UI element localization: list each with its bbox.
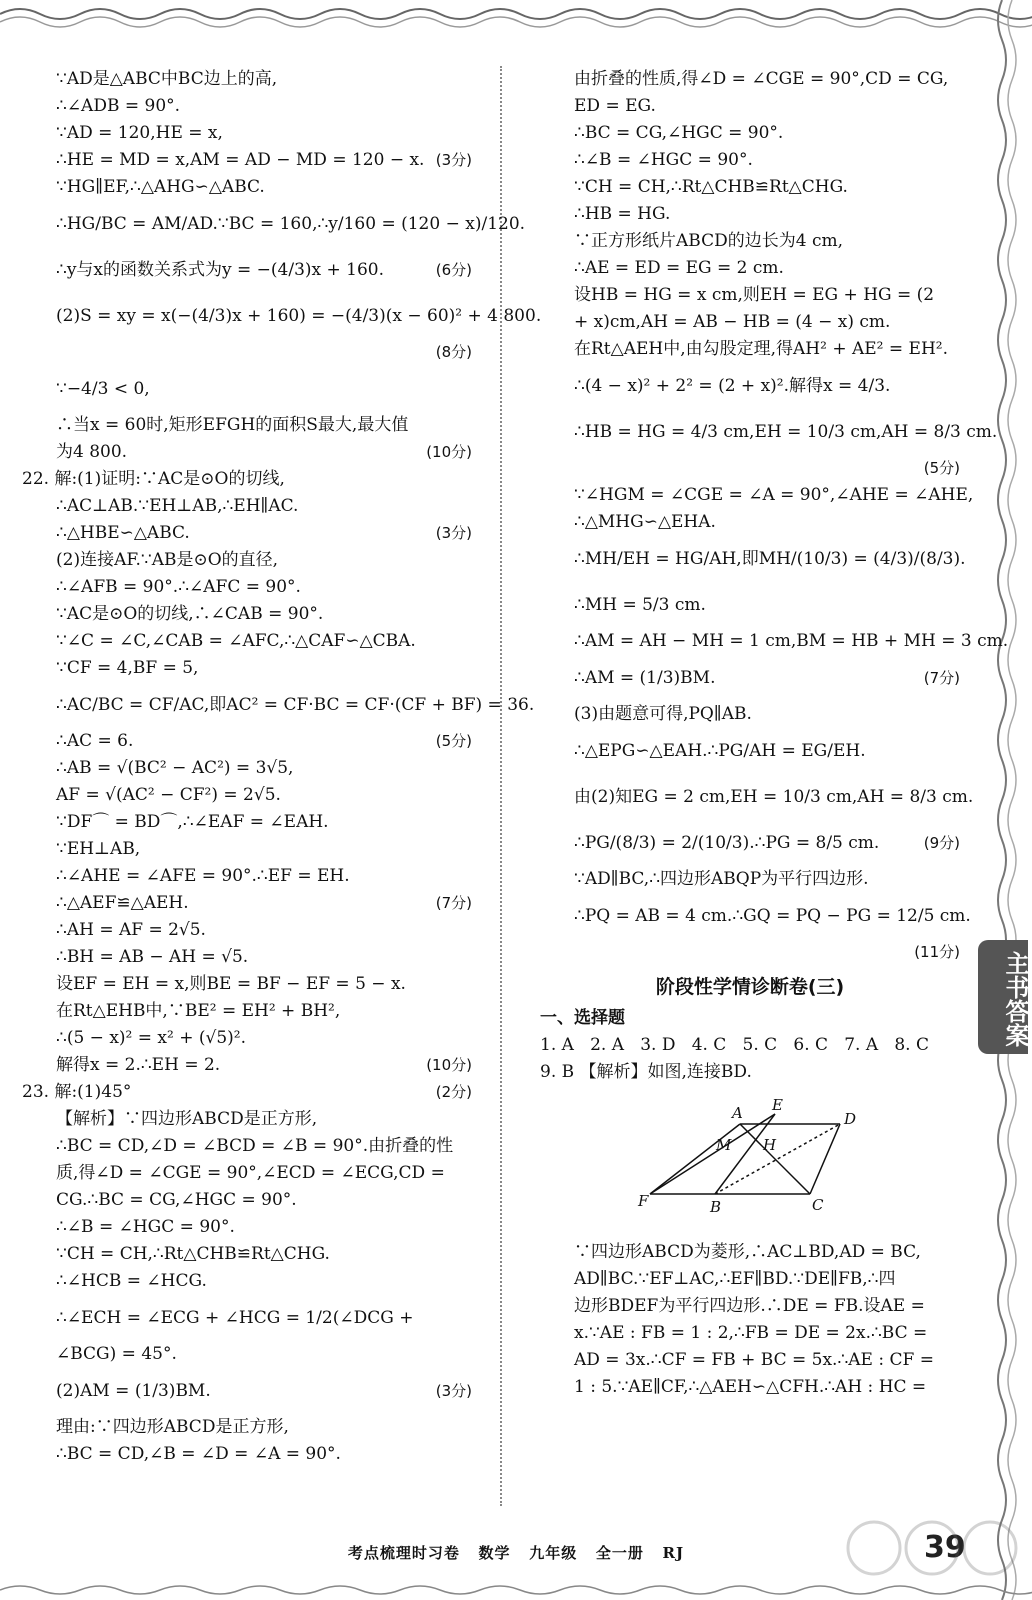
label-e: E [772, 1096, 783, 1114]
text-line [540, 147, 960, 174]
text-line [540, 255, 960, 282]
text-line [22, 120, 472, 147]
line-text: ∴PQ = AB = 4 cm.∴GQ = PQ − PG = 12/5 cm. [574, 905, 971, 926]
line-text: ∴AE = ED = EG = 2 cm. [574, 258, 784, 278]
text-line [540, 655, 960, 701]
text-line [22, 682, 535, 728]
text-line [540, 820, 960, 866]
line-text: ∴△EPG∽△EAH.∴PG/AH = EG/EH. [574, 740, 866, 761]
line-text: ∴BC = CD,∠D = ∠BCD = ∠B = 90°.由折叠的性 [56, 1136, 454, 1156]
text-line [22, 1025, 472, 1052]
answer-line: 1. A 2. A 3. D 4. C 5. C 6. C 7. A 8. C [540, 1035, 929, 1055]
text-line [22, 917, 472, 944]
line-text: ∵CH = CH,∴Rt△CHB≌Rt△CHG. [56, 1244, 330, 1264]
text-line [540, 482, 974, 509]
line-text: ∴AC/BC = CF/AC,即AC² = CF·BC = CF·(CF + BF) = 36. [56, 694, 535, 715]
text-line [22, 1160, 472, 1187]
line-text: ∴HG/BC = AM/AD.∵BC = 160,∴y/160 = (120 − x)/120. [56, 213, 526, 234]
right-column [540, 66, 1009, 1401]
figure-line [650, 1124, 740, 1194]
line-text: ∴AH = AF = 2√5. [56, 920, 206, 940]
text-line [540, 93, 960, 120]
side-tab: 主书答案 [978, 940, 1028, 1054]
score-mark: (2分) [435, 1083, 472, 1101]
score-mark: (9分) [923, 833, 960, 852]
text-line [22, 601, 472, 628]
line-text: + x)cm,AH = AB − HB = (4 − x) cm. [574, 312, 891, 332]
line-text: ∴PG/(8/3) = 2/(10/3).∴PG = 8/5 cm. [574, 832, 880, 853]
section-heading: 一、选择题 [540, 1008, 625, 1028]
line-text: ∵正方形纸片ABCD的边长为4 cm, [574, 231, 843, 251]
text-line [540, 228, 960, 255]
line-text: ∴MH = 5/3 cm. [574, 594, 706, 615]
line-text: 23. 解:(1)45° [22, 1082, 132, 1102]
figure-line [740, 1124, 810, 1194]
line-text: ∠BCG) = 45°. [56, 1344, 177, 1364]
line-text: ∴△HBE∽△ABC. [56, 523, 190, 543]
text-line [540, 509, 960, 536]
line-text: ∴(5 − x)² = x² + (√5)². [56, 1028, 246, 1048]
text-line [22, 1106, 472, 1133]
line-text: ∴AM = AH − MH = 1 cm,BM = HB + MH = 3 cm. [574, 631, 1009, 651]
text-line [540, 282, 960, 309]
text-line [540, 1239, 960, 1266]
line-text: ∴∠B = ∠HGC = 90°. [56, 1217, 235, 1237]
text-line [22, 1295, 472, 1341]
line-text: ∵四边形ABCD为菱形,∴AC⊥BD,AD = BC, [574, 1242, 921, 1262]
score-mark: (3分) [435, 151, 472, 169]
line-text: (2)S = xy = x(−(4/3)x + 160) = −(4/3)(x − 60)² + 4 800. [56, 305, 542, 326]
label-f: F [638, 1192, 649, 1210]
line-text: ∵CH = CH,∴Rt△CHB≌Rt△CHG. [574, 177, 848, 197]
score-mark: (6分) [435, 260, 472, 279]
text-line [22, 1441, 472, 1468]
line-text: 在Rt△AEH中,由勾股定理,得AH² + AE² = EH². [574, 339, 948, 359]
line-text: 设EF = EH = x,则BE = BF − EF = 5 − x. [56, 974, 406, 994]
score-mark: (10分) [426, 443, 472, 461]
text-line [22, 366, 472, 412]
line-text: 边形BDEF为平行四边形.∴DE = FB.设AE = [574, 1296, 925, 1316]
decorative-border-right [972, 0, 1032, 1600]
text-line [22, 1368, 472, 1414]
line-text: 在Rt△EHB中,∵BE² = EH² + BH², [56, 1001, 341, 1021]
text-line [540, 866, 960, 893]
text-line [540, 1374, 960, 1401]
score-mark: (5分) [435, 732, 472, 750]
line-text: 1 : 5.∵AE∥CF,∴△AEH∽△CFH.∴AH : HC = [574, 1377, 927, 1397]
line-text: ∵∠HGM = ∠CGE = ∠A = 90°,∠AHE = ∠AHE, [574, 485, 974, 505]
score-mark: (11分) [914, 943, 960, 961]
line-text: 由折叠的性质,得∠D = ∠CGE = 90°,CD = CG, [574, 69, 949, 89]
score-mark: (5分) [923, 459, 960, 477]
score-mark: (8分) [435, 343, 472, 361]
line-text: AD = 3x.∴CF = FB + BC = 5x.∴AE : CF = [574, 1350, 934, 1370]
line-text: ∴HB = HG = 4/3 cm,EH = 10/3 cm,AH = 8/3 cm. [574, 421, 998, 442]
text-line [22, 93, 472, 120]
text-line [22, 439, 472, 466]
text-line [540, 1347, 960, 1374]
line-text: AF = √(AC² − CF²) = 2√5. [56, 785, 281, 805]
text-line [22, 655, 472, 682]
text-line [22, 412, 472, 439]
score-mark: (7分) [923, 668, 960, 687]
line-text: (3)由题意可得,PQ∥AB. [574, 704, 752, 724]
figure-line [650, 1114, 775, 1194]
text-line [540, 174, 960, 201]
score-mark: (3分) [435, 524, 472, 542]
text-line [540, 201, 960, 228]
line-text: ∴HE = MD = x,AM = AD − MD = 120 − x. [56, 150, 425, 170]
line-text: ∴∠AHE = ∠AFE = 90°.∴EF = EH. [56, 866, 350, 886]
text-line [540, 774, 974, 820]
text-line [22, 628, 472, 655]
text-line [22, 466, 472, 493]
column-divider [500, 66, 502, 1506]
text-line [540, 582, 960, 628]
line-text: ∴y与x的函数关系式为y = −(4/3)x + 160. [56, 259, 385, 280]
text-line [22, 247, 472, 293]
text-line [22, 1187, 472, 1214]
answer-line: 9. B 【解析】如图,连接BD. [540, 1062, 752, 1082]
text-line [540, 336, 960, 363]
decorative-border-top [0, 0, 1032, 50]
text-line [22, 1214, 472, 1241]
text-line [22, 998, 472, 1025]
text-line [22, 836, 472, 863]
line-text: ∴MH/EH = HG/AH,即MH/(10/3) = (4/3)/(8/3). [574, 548, 966, 569]
line-text: ∴当x = 60时,矩形EFGH的面积S最大,最大值 [56, 415, 409, 435]
text-line [22, 1241, 472, 1268]
label-h: H [763, 1136, 777, 1154]
line-text: ∴△MHG∽△EHA. [574, 512, 716, 532]
line-text: ∴AM = (1/3)BM. [574, 667, 716, 688]
text-line [22, 782, 472, 809]
line-text: ∵−4/3 < 0, [56, 378, 150, 399]
text-line [540, 701, 960, 728]
text-line [22, 1133, 472, 1160]
text-line [22, 890, 472, 917]
text-line [22, 1052, 472, 1079]
line-text: 理由:∵四边形ABCD是正方形, [56, 1417, 289, 1437]
text-line [22, 201, 526, 247]
line-text: ∴AC⊥AB.∵EH⊥AB,∴EH∥AC. [56, 496, 299, 516]
line-text: ED = EG. [574, 96, 656, 116]
text-line [22, 809, 472, 836]
text-line [540, 728, 960, 774]
text-line [540, 120, 960, 147]
left-column [22, 66, 542, 1468]
text-line [22, 547, 472, 574]
text-line [22, 944, 472, 971]
line-text: ∵DF⌒ = BD⌒,∴∠EAF = ∠EAH. [56, 812, 329, 832]
figure-line [810, 1124, 840, 1194]
line-text: 质,得∠D = ∠CGE = 90°,∠ECD = ∠ECG,CD = [56, 1163, 445, 1183]
text-line [540, 363, 960, 409]
line-text: ∵AD是△ABC中BC边上的高, [56, 69, 278, 89]
text-line [22, 339, 472, 366]
line-text: ∵AD∥BC,∴四边形ABQP为平行四边形. [574, 869, 869, 889]
text-line [22, 1341, 472, 1368]
text-line [22, 493, 472, 520]
label-a: A [732, 1104, 743, 1122]
line-text: 22. 解:(1)证明:∵AC是⊙O的切线, [22, 469, 285, 489]
score-mark: (10分) [426, 1056, 472, 1074]
line-text: 解得x = 2.∴EH = 2. [56, 1055, 221, 1075]
label-d: D [844, 1110, 857, 1128]
rhombus-figure [640, 1094, 880, 1224]
line-text: 【解析】∵四边形ABCD是正方形, [56, 1109, 318, 1129]
line-text: ∵AD = 120,HE = x, [56, 123, 223, 143]
figure-line [715, 1114, 775, 1194]
text-line [22, 66, 472, 93]
score-mark: (3分) [435, 1381, 472, 1400]
text-line [22, 1414, 472, 1441]
text-line [540, 309, 960, 336]
text-line [22, 1268, 472, 1295]
line-text: ∴∠ADB = 90°. [56, 96, 181, 116]
line-text: ∴HB = HG. [574, 204, 671, 224]
label-c: C [812, 1196, 824, 1214]
line-text: ∴BC = CG,∠HGC = 90°. [574, 123, 784, 143]
line-text: ∴(4 − x)² + 2² = (2 + x)².解得x = 4/3. [574, 375, 891, 396]
section-title: 阶段性学情诊断卷(三) [655, 976, 845, 998]
score-mark: (7分) [435, 894, 472, 912]
line-text: 由(2)知EG = 2 cm,EH = 10/3 cm,AH = 8/3 cm. [574, 786, 974, 807]
label-b: B [710, 1198, 722, 1216]
line-text: ∵EH⊥AB, [56, 839, 141, 859]
text-line [540, 893, 971, 939]
line-text: ∴∠HCB = ∠HCG. [56, 1271, 207, 1291]
text-line [22, 755, 472, 782]
text-line [22, 174, 472, 201]
text-line [540, 939, 960, 966]
text-line [22, 1079, 472, 1106]
line-text: ∴BC = CD,∠B = ∠D = ∠A = 90°. [56, 1444, 341, 1464]
line-text: ∵AC是⊙O的切线,∴∠CAB = 90°. [56, 604, 324, 624]
label-m: M [716, 1136, 732, 1154]
watermark-logo [832, 1508, 1028, 1592]
text-line [540, 66, 960, 93]
text-line [540, 455, 960, 482]
line-text: ∵HG∥EF,∴△AHG∽△ABC. [56, 177, 265, 197]
line-text: ∴BH = AB − AH = √5. [56, 947, 249, 967]
text-line [540, 1266, 960, 1293]
line-text: ∵CF = 4,BF = 5, [56, 658, 199, 678]
text-line [22, 863, 472, 890]
text-line [22, 971, 472, 998]
line-text: ∴AB = √(BC² − AC²) = 3√5, [56, 758, 294, 778]
text-line [22, 574, 472, 601]
line-text: ∴△AEF≌△AEH. [56, 893, 189, 913]
line-text: ∵∠C = ∠C,∠CAB = ∠AFC,∴△CAF∽△CBA. [56, 631, 416, 651]
line-text: 为4 800. [56, 442, 128, 462]
text-line [22, 520, 472, 547]
line-text: x.∵AE : FB = 1 : 2,∴FB = DE = 2x.∴BC = [574, 1323, 928, 1343]
text-line [540, 536, 966, 582]
figure-dashed-line [715, 1124, 840, 1194]
line-text: ∴∠AFB = 90°.∴∠AFC = 90°. [56, 577, 301, 597]
text-line [22, 293, 542, 339]
line-text: ∴∠B = ∠HGC = 90°. [574, 150, 753, 170]
text-line [22, 728, 472, 755]
line-text: CG.∴BC = CG,∠HGC = 90°. [56, 1190, 297, 1210]
text-line [540, 409, 998, 455]
text-line [540, 1320, 960, 1347]
line-text: ∴AC = 6. [56, 731, 134, 751]
footer: 考点梳理时习卷 数学 九年级 全一册 RJ [347, 1544, 685, 1562]
line-text: AD∥BC.∵EF⊥AC,∴EF∥BD.∵DE∥FB,∴四 [574, 1269, 896, 1289]
text-line [540, 1293, 960, 1320]
line-text: 设HB = HG = x cm,则EH = EG + HG = (2 [574, 285, 935, 305]
page-number: 39 [924, 1530, 966, 1565]
line-text: ∴∠ECH = ∠ECG + ∠HCG = 1/2(∠DCG + [56, 1307, 414, 1328]
text-line [22, 147, 472, 174]
line-text: (2)连接AF.∵AB是⊙O的直径, [56, 550, 279, 570]
text-line [540, 628, 1009, 655]
line-text: (2)AM = (1/3)BM. [56, 1380, 211, 1401]
